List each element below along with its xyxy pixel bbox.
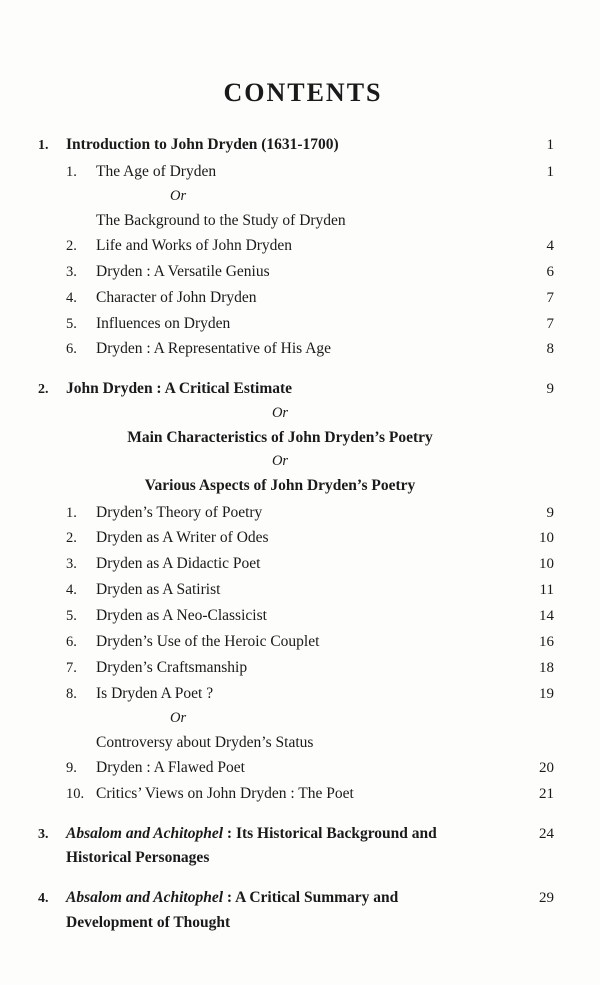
sub-number: 4. (66, 582, 77, 599)
sub-number: 9. (66, 760, 77, 776)
sub-page-number: 11 (539, 582, 554, 599)
sub-title: Is Dryden A Poet ? (96, 684, 214, 702)
chapter-title-continuation: Development of Thought (66, 913, 231, 931)
sub-page-number: 16 (539, 634, 554, 651)
alternative-title: The Background to the Study of Dryden (96, 211, 346, 229)
sub-title: Influences on Dryden (96, 314, 231, 332)
alternative-separator: Or (170, 709, 187, 726)
table-of-contents (38, 132, 554, 936)
chapter-title: John Dryden : A Critical Estimate (66, 380, 293, 398)
list-item[interactable] (38, 755, 554, 781)
sub-page-number: 14 (539, 608, 554, 625)
sub-number: 6. (66, 341, 77, 358)
sub-page-number: 8 (546, 341, 554, 358)
chapter-title (66, 885, 520, 910)
alternative-chapter-title: Various Aspects of John Dryden’s Poetry (144, 477, 416, 495)
sub-number: 4. (66, 289, 77, 306)
list-item[interactable] (38, 629, 554, 655)
sub-title: The Age of Dryden (96, 162, 217, 180)
sub-number: 3. (66, 263, 77, 280)
chapter-title-rest: : Its Historical Background and (223, 824, 437, 842)
list-item[interactable] (38, 259, 554, 285)
chapter-entry (38, 132, 554, 362)
sub-number: 2. (66, 237, 77, 254)
chapter-heading-row[interactable] (38, 376, 554, 402)
sub-page-number: 20 (539, 760, 554, 776)
sub-page-number: 9 (546, 504, 554, 521)
sub-title: Critics’ Views on John Dryden : The Poet (96, 784, 354, 802)
list-item[interactable] (38, 551, 554, 577)
chapter-entry (38, 376, 554, 806)
sub-title: Dryden : A Versatile Genius (96, 262, 270, 280)
sub-number: 1. (66, 163, 77, 180)
sub-number: 3. (66, 556, 77, 573)
sub-page-number: 18 (539, 659, 554, 676)
sub-page-number: 4 (546, 237, 554, 254)
chapter-entry (38, 821, 554, 871)
list-item[interactable] (38, 336, 554, 362)
sub-number: 6. (66, 634, 77, 651)
sub-page-number: 1 (546, 163, 554, 180)
chapter-title: Introduction to John Dryden (1631-1700) (66, 136, 339, 153)
alternative-separator: Or (170, 187, 187, 204)
sub-title: Dryden as A Didactic Poet (96, 555, 261, 573)
sub-page-number: 7 (546, 315, 554, 332)
chapter-heading-row[interactable] (38, 885, 554, 911)
list-item[interactable] (38, 781, 554, 807)
sub-number: 5. (66, 608, 77, 625)
list-item[interactable] (38, 311, 554, 337)
sub-number: 10. (66, 785, 85, 802)
chapter-title-work: Absalom and Achitophel (66, 824, 224, 842)
chapter-number: 3. (38, 826, 49, 842)
chapter-title-work: Absalom and Achitophel (66, 889, 224, 907)
list-item[interactable] (38, 525, 554, 551)
sub-title: Dryden as A Neo-Classicist (96, 607, 267, 625)
alternative-separator: Or (271, 453, 289, 470)
sub-number: 8. (66, 685, 77, 702)
list-item[interactable] (38, 159, 554, 185)
sub-title: Dryden’s Theory of Poetry (96, 503, 263, 521)
chapter-page-number: 24 (539, 825, 554, 842)
sub-title: Dryden’s Craftsmanship (96, 658, 248, 676)
sub-page-number: 7 (546, 289, 554, 306)
list-item[interactable] (38, 500, 554, 526)
chapter-number: 1. (38, 138, 49, 153)
chapter-title-rest: : A Critical Summary and (223, 889, 399, 907)
alternative-separator: Or (271, 404, 289, 421)
list-item[interactable] (38, 655, 554, 681)
chapter-page-number: 1 (546, 137, 554, 153)
chapter-title-continuation: Historical Personages (66, 849, 210, 867)
sub-entry-list (38, 159, 554, 363)
list-item[interactable] (38, 233, 554, 259)
sub-page-number: 21 (539, 785, 554, 802)
sub-page-number: 19 (539, 685, 554, 702)
sub-number: 1. (66, 504, 77, 521)
chapter-heading-row[interactable] (38, 821, 554, 847)
chapter-page-number: 9 (546, 381, 554, 398)
chapter-entry (38, 885, 554, 935)
chapter-title (66, 821, 520, 846)
sub-number: 2. (66, 530, 77, 547)
page-title: CONTENTS (223, 78, 383, 107)
sub-title: Dryden’s Use of the Heroic Couplet (96, 633, 320, 651)
sub-number: 5. (66, 315, 77, 332)
sub-title: Dryden : A Flawed Poet (96, 759, 245, 776)
list-item[interactable] (38, 681, 554, 707)
sub-page-number: 10 (539, 530, 554, 547)
list-item[interactable] (38, 285, 554, 311)
sub-title: Dryden as A Writer of Odes (96, 529, 269, 547)
list-item[interactable] (38, 577, 554, 603)
list-item[interactable] (38, 603, 554, 629)
alternative-title: Controversy about Dryden’s Status (96, 733, 314, 751)
sub-number: 7. (66, 659, 77, 676)
sub-entry-list (38, 500, 554, 807)
sub-title: Dryden : A Representative of His Age (96, 340, 332, 358)
chapter-heading-row[interactable] (38, 132, 554, 158)
chapter-number: 2. (38, 382, 49, 398)
alternative-chapter-title: Main Characteristics of John Dryden’s Poetry (127, 429, 433, 447)
sub-page-number: 6 (546, 263, 554, 280)
sub-title: Dryden as A Satirist (96, 581, 221, 599)
sub-title: Character of John Dryden (96, 288, 257, 306)
chapter-page-number: 29 (539, 890, 554, 907)
sub-title: Life and Works of John Dryden (96, 236, 293, 254)
chapter-number: 4. (38, 891, 49, 907)
sub-page-number: 10 (539, 556, 554, 573)
